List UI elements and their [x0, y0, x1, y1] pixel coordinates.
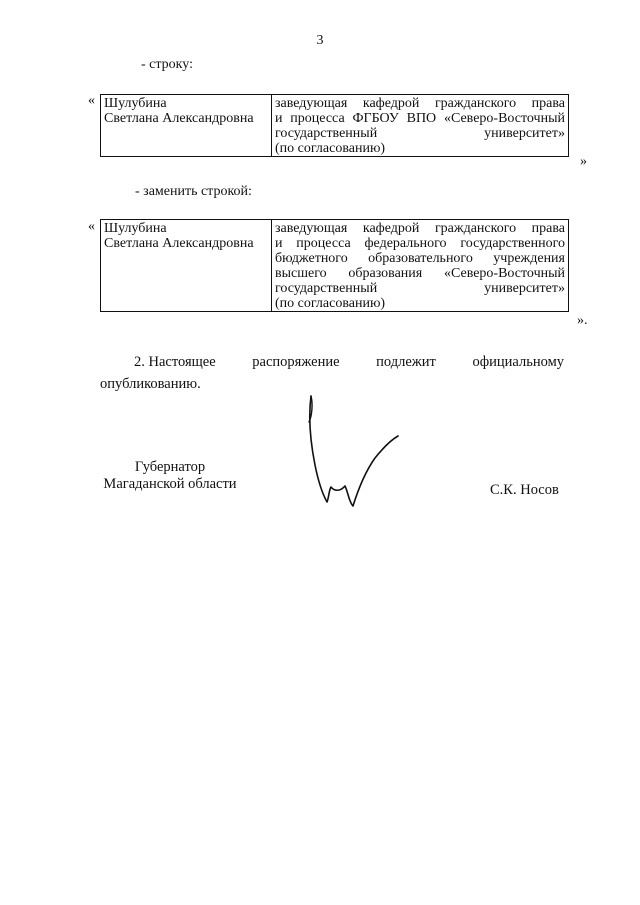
paragraph-2-word: подлежит [376, 354, 436, 370]
old-entry-surname: Шулубина [104, 96, 167, 111]
old-quote-close: » [580, 154, 587, 169]
old-desc-line: и процесса ФГБОУ ВПО «Северо-Восточный [275, 111, 565, 126]
new-desc-line: государственный университет» [275, 281, 565, 296]
paragraph-2-word: 2. Настоящее [134, 354, 216, 370]
new-quote-close: ». [577, 313, 588, 328]
new-entry-given-names: Светлана Александровна [104, 236, 254, 251]
old-entry-table [100, 94, 569, 157]
handwritten-signature [295, 390, 410, 520]
page-number: 3 [316, 33, 324, 48]
old-entry-name [101, 95, 272, 157]
new-quote-open: « [88, 219, 95, 234]
governor-title-line: Губернатор [134, 459, 206, 475]
new-desc-line: и процесса федерального государственного [275, 236, 565, 251]
governor-title-line: Магаданской области [103, 476, 237, 492]
old-line-label: - строку: [141, 57, 193, 72]
new-entry-surname: Шулубина [104, 221, 167, 236]
new-entry-table [100, 219, 569, 312]
new-entry-description [272, 220, 569, 312]
old-quote-open: « [88, 93, 95, 108]
old-entry-given-names: Светлана Александровна [104, 111, 254, 126]
new-desc-line: (по согласованию) [275, 296, 386, 311]
old-desc-line: заведующая кафедрой гражданского права [275, 96, 565, 111]
paragraph-2-line-2: опубликованию. [100, 376, 201, 392]
old-entry-description [272, 95, 569, 157]
new-desc-line: высшего образования «Северо-Восточный [275, 266, 565, 281]
signer-name: С.К. Носов [490, 482, 559, 498]
new-entry-name [101, 220, 272, 312]
governor-title [95, 459, 245, 493]
old-desc-line: государственный университет» [275, 126, 565, 141]
paragraph-2-word: официальному [472, 354, 564, 370]
old-desc-line: (по согласованию) [275, 141, 386, 156]
paragraph-2-line-1 [134, 354, 564, 371]
new-desc-line: заведующая кафедрой гражданского права [275, 221, 565, 236]
paragraph-2-word: распоряжение [252, 354, 340, 370]
new-desc-line: бюджетного образовательного учреждения [275, 251, 565, 266]
new-line-label: - заменить строкой: [135, 184, 252, 199]
